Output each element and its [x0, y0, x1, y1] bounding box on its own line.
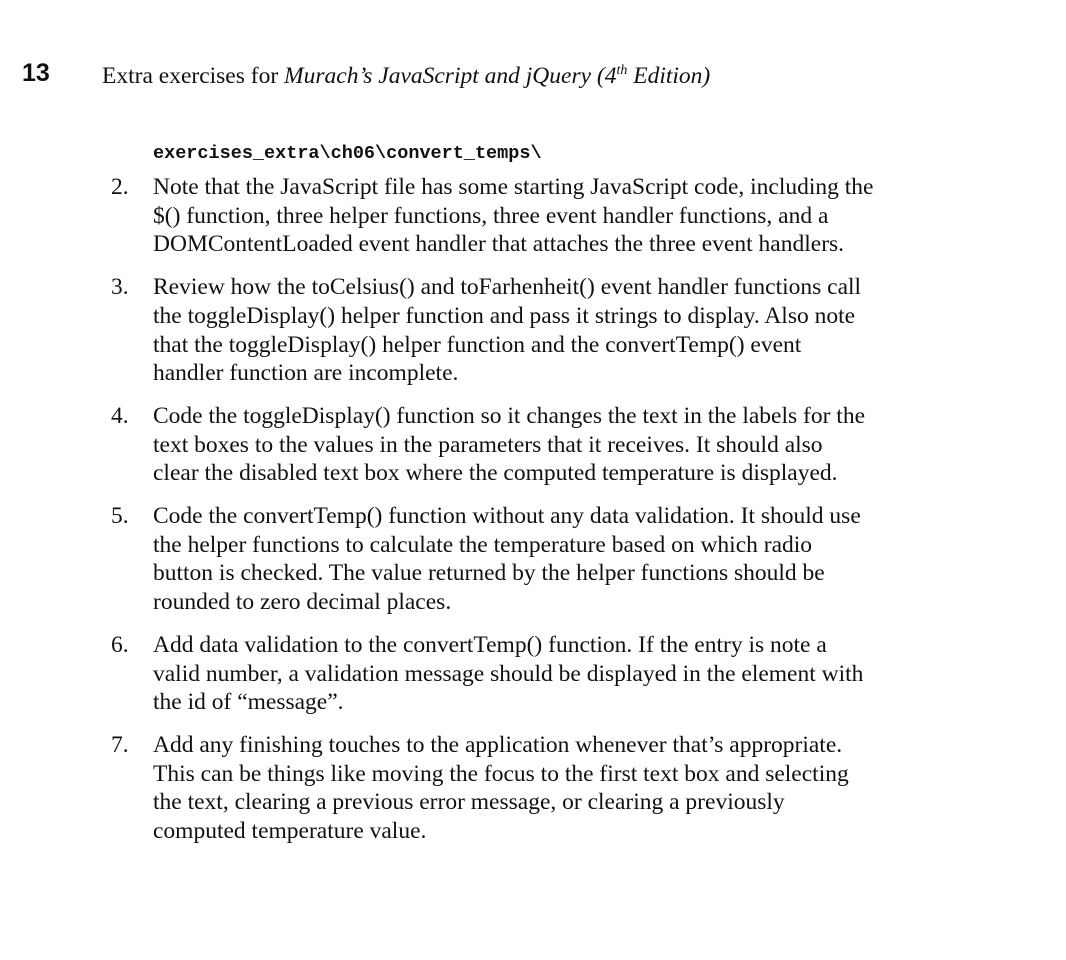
book-title [284, 63, 710, 89]
step-text-line: $() function, three helper functions, three event handler functions, and a [153, 202, 829, 229]
step-text-line: the helper functions to calculate the temperature based on which radio [153, 531, 813, 558]
step-number: 5. [111, 503, 129, 530]
step-text-line: This can be things like moving the focus to the first text box and selecting [153, 760, 849, 787]
page-number: 13 [22, 59, 50, 87]
step-text-line: that the toggleDisplay() helper function and the convertTemp() event [153, 331, 802, 358]
step-text-line: text boxes to the values in the parameters that it receives. It should also [153, 431, 823, 458]
step-text-line: handler function are incomplete. [153, 360, 459, 387]
step-number: 6. [111, 631, 129, 658]
header-title [102, 61, 710, 91]
step-text-line: Add data validation to the convertTemp() function. If the entry is note a [153, 631, 827, 658]
exercise-step [104, 273, 934, 388]
header-title-prefix: Extra exercises for [102, 63, 285, 89]
step-text-line: the toggleDisplay() helper function and pass it strings to display. Also note [153, 302, 856, 329]
step-text-line: computed temperature value. [153, 818, 427, 845]
step-number: 2. [111, 174, 129, 200]
exercise-folder-path: exercises_extra\ch06\convert_temps\ [153, 143, 542, 164]
step-text-line: the id of “message”. [153, 689, 344, 716]
edition-suffix: Edition) [627, 63, 711, 89]
step-text-line: Code the convertTemp() function without any data validation. It should use [153, 503, 861, 530]
step-text-line: button is checked. The value returned by the helper functions should be [153, 560, 825, 587]
step-text-line: Add any finishing touches to the application whenever that’s appropriate. [153, 731, 843, 758]
exercise-step [104, 402, 934, 488]
step-text-line: valid number, a validation message should be displayed in the element with [153, 660, 864, 687]
step-number: 4. [111, 402, 129, 429]
page-header [22, 58, 1046, 98]
exercise-steps-list [104, 173, 934, 860]
exercise-step [104, 631, 934, 717]
step-text-line: Note that the JavaScript file has some starting JavaScript code, including the [153, 174, 874, 200]
step-text-line: DOMContentLoaded event handler that attaches the three event handlers. [153, 231, 845, 258]
edition-superscript: th [616, 63, 628, 78]
step-text-line: rounded to zero decimal places. [153, 589, 452, 616]
exercise-step [104, 731, 934, 846]
exercise-step [104, 502, 934, 617]
exercise-step [104, 173, 934, 259]
book-title-text: Murach’s JavaScript and jQuery (4 [284, 63, 617, 89]
step-text-line: clear the disabled text box where the computed temperature is displayed. [153, 460, 838, 487]
step-text-line: Code the toggleDisplay() function so it changes the text in the labels for the [153, 402, 865, 429]
step-number: 7. [111, 731, 129, 758]
step-text-line: the text, clearing a previous error message, or clearing a previously [153, 789, 785, 816]
step-text-line: Review how the toCelsius() and toFarhenheit() event handler functions call [153, 274, 862, 301]
step-number: 3. [111, 274, 129, 301]
